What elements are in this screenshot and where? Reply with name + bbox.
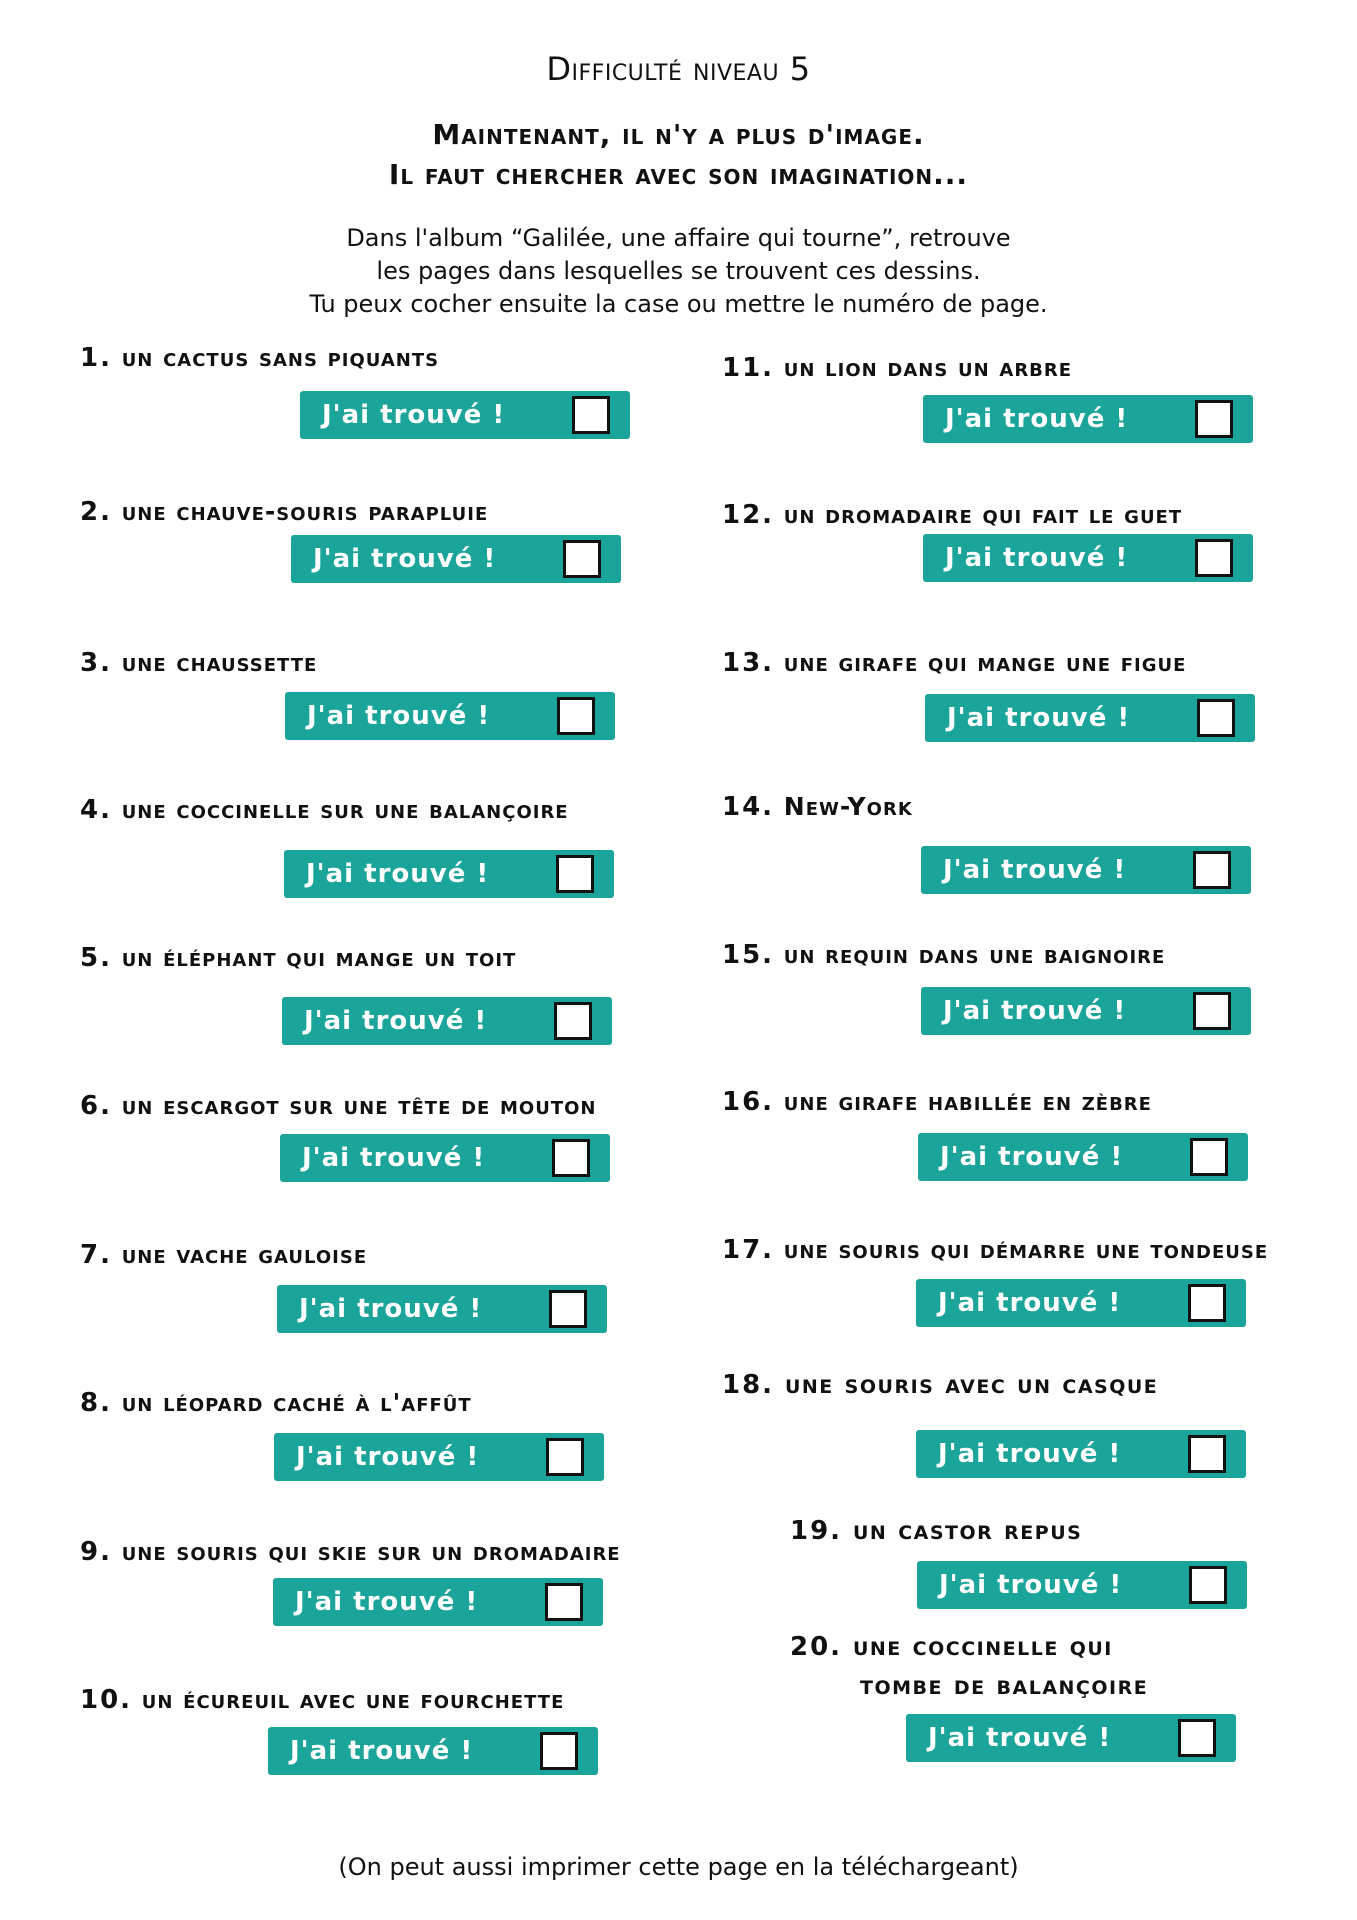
found-checkbox[interactable]: [546, 1438, 584, 1476]
found-button[interactable]: [273, 1578, 603, 1626]
found-checkbox[interactable]: [1190, 1138, 1228, 1176]
found-button-label: J'ai trouvé !: [313, 544, 497, 574]
subtitle-line-1: Maintenant, il n'y a plus d'image.: [432, 118, 925, 151]
found-checkbox[interactable]: [1193, 851, 1231, 889]
found-button[interactable]: [921, 987, 1251, 1035]
item-label: 18. une souris avec un casque: [722, 1369, 1159, 1400]
item-label: 6. un escargot sur une tête de mouton: [80, 1091, 597, 1121]
found-button-label: J'ai trouvé !: [939, 1570, 1123, 1600]
item-label-continued: tombe de balançoire: [860, 1670, 1149, 1701]
found-button-label: J'ai trouvé !: [938, 1288, 1122, 1318]
item-label: 5. un éléphant qui mange un toit: [80, 943, 517, 973]
found-button-label: J'ai trouvé !: [928, 1723, 1112, 1753]
item-label: 10. un écureuil avec une fourchette: [80, 1685, 565, 1715]
found-button-label: J'ai trouvé !: [938, 1439, 1122, 1469]
instructions-line-2: les pages dans lesquelles se trouvent ces dessins.: [376, 257, 981, 285]
item-label: 11. un lion dans un arbre: [722, 353, 1073, 383]
found-button-label: J'ai trouvé !: [945, 543, 1129, 573]
found-button-label: J'ai trouvé !: [307, 701, 491, 731]
item-label: 20. une coccinelle qui: [790, 1631, 1113, 1662]
found-button[interactable]: [300, 391, 630, 439]
found-checkbox[interactable]: [554, 1002, 592, 1040]
found-checkbox[interactable]: [545, 1583, 583, 1621]
found-checkbox[interactable]: [556, 855, 594, 893]
found-button[interactable]: [277, 1285, 607, 1333]
found-button-label: J'ai trouvé !: [306, 859, 490, 889]
found-checkbox[interactable]: [1195, 400, 1233, 438]
page-subtitle: [0, 115, 1357, 195]
found-button[interactable]: [285, 692, 615, 740]
found-button[interactable]: [923, 534, 1253, 582]
found-button-label: J'ai trouvé !: [943, 996, 1127, 1026]
instructions-line-1: Dans l'album “Galilée, une affaire qui tourne”, retrouve: [346, 224, 1011, 252]
item-label: 1. un cactus sans piquants: [80, 343, 440, 373]
found-button-label: J'ai trouvé !: [304, 1006, 488, 1036]
item-label: 17. une souris qui démarre une tondeuse: [722, 1235, 1269, 1265]
found-button[interactable]: [280, 1134, 610, 1182]
found-button[interactable]: [916, 1430, 1246, 1478]
instructions: [0, 222, 1357, 321]
item-label: 3. une chaussette: [80, 648, 318, 678]
item-label: 13. une girafe qui mange une figue: [722, 648, 1187, 678]
found-checkbox[interactable]: [1188, 1435, 1226, 1473]
found-button[interactable]: [274, 1433, 604, 1481]
item-label: 4. une coccinelle sur une balançoire: [80, 795, 569, 825]
found-button-label: J'ai trouvé !: [943, 855, 1127, 885]
found-checkbox[interactable]: [552, 1139, 590, 1177]
instructions-line-3: Tu peux cocher ensuite la case ou mettre le numéro de page.: [309, 290, 1048, 318]
found-checkbox[interactable]: [540, 1732, 578, 1770]
found-button-label: J'ai trouvé !: [295, 1587, 479, 1617]
found-checkbox[interactable]: [563, 540, 601, 578]
found-button[interactable]: [917, 1561, 1247, 1609]
found-button-label: J'ai trouvé !: [296, 1442, 480, 1472]
item-label: 2. une chauve-souris parapluie: [80, 497, 489, 527]
found-button[interactable]: [291, 535, 621, 583]
item-label: 9. une souris qui skie sur un dromadaire: [80, 1537, 621, 1567]
found-button-label: J'ai trouvé !: [322, 400, 506, 430]
found-checkbox[interactable]: [549, 1290, 587, 1328]
item-label: 8. un léopard caché à l'affût: [80, 1388, 472, 1418]
footer-note: (On peut aussi imprimer cette page en la téléchargeant): [338, 1853, 1019, 1881]
found-checkbox[interactable]: [1189, 1566, 1227, 1604]
found-button-label: J'ai trouvé !: [940, 1142, 1124, 1172]
found-button[interactable]: [918, 1133, 1248, 1181]
found-button[interactable]: [268, 1727, 598, 1775]
found-button[interactable]: [906, 1714, 1236, 1762]
found-checkbox[interactable]: [1197, 699, 1235, 737]
item-label: 7. une vache gauloise: [80, 1240, 368, 1270]
found-checkbox[interactable]: [1188, 1284, 1226, 1322]
found-checkbox[interactable]: [572, 396, 610, 434]
found-checkbox[interactable]: [1178, 1719, 1216, 1757]
found-button[interactable]: [284, 850, 614, 898]
item-label: 16. une girafe habillée en zèbre: [722, 1087, 1152, 1117]
found-button-label: J'ai trouvé !: [290, 1736, 474, 1766]
found-button-label: J'ai trouvé !: [302, 1143, 486, 1173]
found-button[interactable]: [923, 395, 1253, 443]
page-title: Difficulté niveau 5: [546, 50, 811, 88]
item-label: 19. un castor repus: [790, 1515, 1083, 1546]
subtitle-line-2: Il faut chercher avec son imagination...: [388, 158, 969, 191]
item-label: 12. un dromadaire qui fait le guet: [722, 500, 1183, 530]
found-button[interactable]: [282, 997, 612, 1045]
item-label: 14. New-York: [722, 792, 913, 822]
found-checkbox[interactable]: [557, 697, 595, 735]
found-checkbox[interactable]: [1195, 539, 1233, 577]
found-checkbox[interactable]: [1193, 992, 1231, 1030]
found-button-label: J'ai trouvé !: [947, 703, 1131, 733]
found-button-label: J'ai trouvé !: [299, 1294, 483, 1324]
found-button-label: J'ai trouvé !: [945, 404, 1129, 434]
found-button[interactable]: [925, 694, 1255, 742]
item-label: 15. un requin dans une baignoire: [722, 940, 1166, 970]
found-button[interactable]: [921, 846, 1251, 894]
found-button[interactable]: [916, 1279, 1246, 1327]
